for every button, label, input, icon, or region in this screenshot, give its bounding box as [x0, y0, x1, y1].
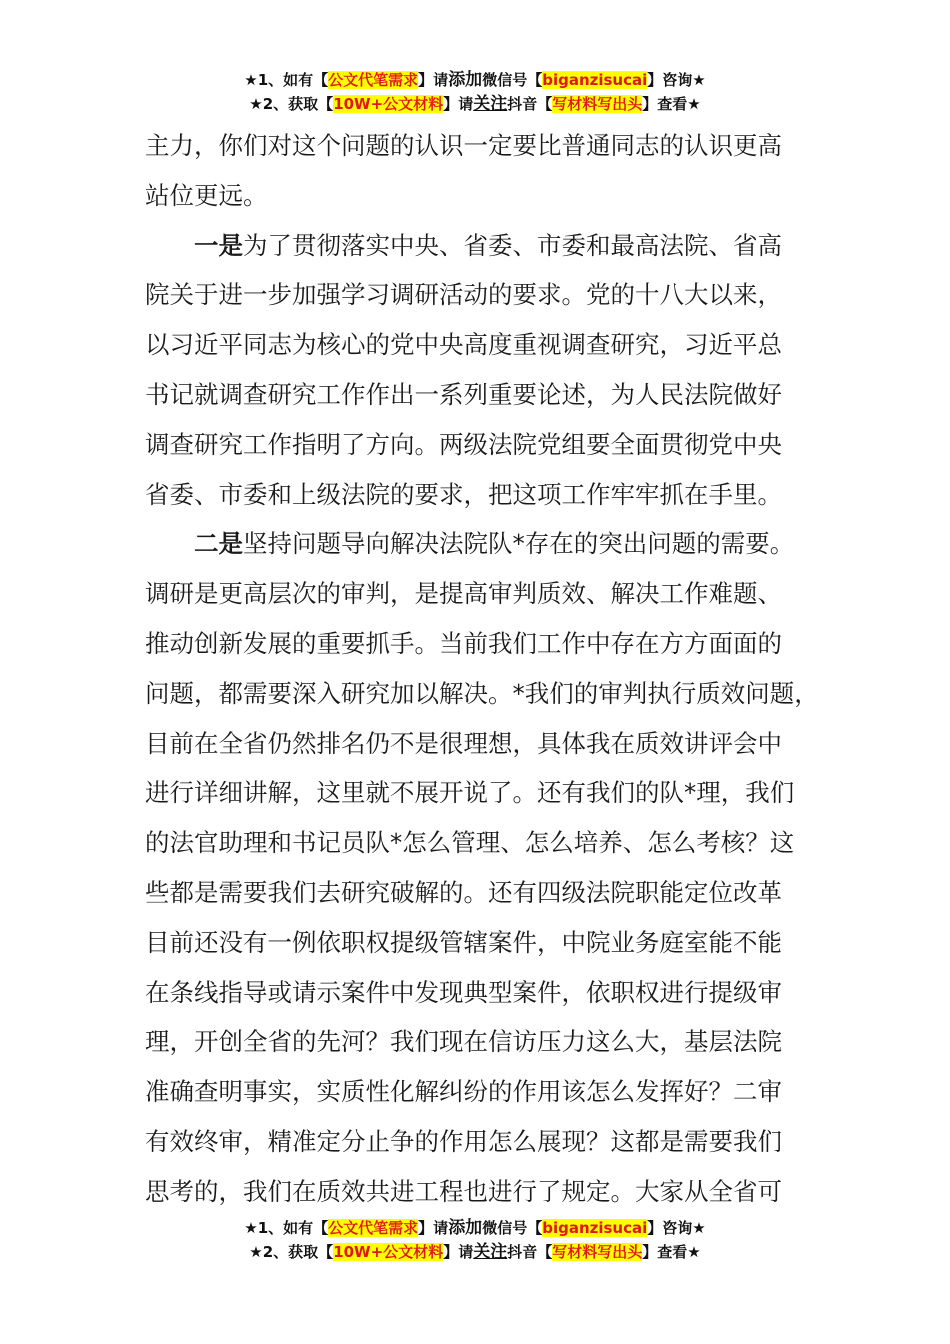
banner-line-1 [0, 68, 950, 92]
body-line: 以习近平同志为核心的党中央高度重视调查研究，习近平总 [145, 330, 782, 360]
banner-text: 】请 [418, 71, 449, 89]
banner-text: 】请 [418, 1219, 449, 1237]
body-line: 问题，都需要深入研究加以解决。*我们的审判执行质效问题， [145, 678, 819, 708]
banner-text: 微信号【 [482, 71, 543, 89]
banner-line-1 [0, 1216, 950, 1240]
body-line: 推动创新发展的重要抓手。当前我们工作中存在方方面面的 [145, 628, 782, 658]
banner-text: 】请 [443, 95, 474, 113]
highlight-wechat-id: biganzisucai [542, 1219, 648, 1237]
banner-emphasis: 添加 [448, 1218, 483, 1238]
banner-emphasis: 关注 [473, 94, 508, 114]
body-line: 省委、市委和上级法院的要求，把这项工作牢牢抓在手里。 [145, 479, 782, 509]
paragraph-1-first-line [145, 221, 835, 271]
highlight-wechat-id: biganzisucai [542, 71, 648, 89]
paragraph-lead: 一是 [194, 230, 243, 260]
paragraph-text: 坚持问题导向解决法院队*存在的突出问题的需要。 [243, 529, 795, 559]
body-line: 目前还没有一例依职权提级管辖案件，中院业务庭室能不能 [145, 927, 782, 957]
highlight-materials: 10W+公文材料 [333, 95, 444, 113]
body-line: 调研是更高层次的审判，是提高审判质效、解决工作难题、 [145, 579, 782, 609]
banner-text: 】咨询★ [647, 1219, 706, 1237]
body-line: 目前在全省仍然排名仍不是很理想，具体我在质效讲评会中 [145, 728, 782, 758]
highlight-douyin-id: 写材料写出头 [552, 1243, 643, 1261]
body-line: 的法官助理和书记员队*怎么管理、怎么培养、怎么考核？这 [145, 828, 795, 858]
document-body [145, 121, 835, 1217]
banner-text: ★1、如有【 [244, 1219, 329, 1237]
body-line: 些都是需要我们去研究破解的。还有四级法院职能定位改革 [145, 877, 782, 907]
highlight-service: 公文代笔需求 [328, 1219, 419, 1237]
body-line: 准确查明事实，实质性化解纠纷的作用该怎么发挥好？二审 [145, 1077, 782, 1107]
body-line: 在条线指导或请示案件中发现典型案件，依职权进行提级审 [145, 977, 782, 1007]
highlight-materials: 10W+公文材料 [333, 1243, 444, 1261]
banner-text: 】查看★ [642, 95, 701, 113]
highlight-service: 公文代笔需求 [328, 71, 419, 89]
paragraph-2-first-line [145, 519, 835, 569]
banner-text: 抖音【 [507, 95, 553, 113]
paragraph-lead: 二是 [194, 529, 243, 559]
banner-emphasis: 关注 [473, 1242, 508, 1262]
paragraph-text: 为了贯彻落实中央、省委、市委和最高法院、省高 [243, 230, 782, 260]
banner-text: 】请 [443, 1243, 474, 1261]
banner-text: 】查看★ [642, 1243, 701, 1261]
body-line: 有效终审，精准定分止争的作用怎么展现？这都是需要我们 [145, 1126, 782, 1156]
body-line: 书记就调查研究工作作出一系列重要论述，为人民法院做好 [145, 379, 782, 409]
banner-text: ★1、如有【 [244, 71, 329, 89]
banner-line-2 [0, 1240, 950, 1264]
banner-text: 】咨询★ [647, 71, 706, 89]
banner-text: 微信号【 [482, 1219, 543, 1237]
body-line: 理，开创全省的先河？我们现在信访压力这么大，基层法院 [145, 1027, 782, 1057]
body-line: 院关于进一步加强学习调研活动的要求。党的十八大以来， [145, 280, 782, 310]
banner-text: ★2、获取【 [249, 95, 334, 113]
body-line: 调查研究工作指明了方向。两级法院党组要全面贯彻党中央 [145, 429, 782, 459]
footer-banner [0, 1216, 950, 1264]
body-line: 进行详细讲解，这里就不展开说了。还有我们的队*理，我们 [145, 778, 795, 808]
banner-line-2 [0, 92, 950, 116]
banner-text: 抖音【 [507, 1243, 553, 1261]
banner-emphasis: 添加 [448, 70, 483, 90]
banner-text: ★2、获取【 [249, 1243, 334, 1261]
header-banner [0, 68, 950, 116]
highlight-douyin-id: 写材料写出头 [552, 95, 643, 113]
body-line: 主力，你们对这个问题的认识一定要比普通同志的认识更高 [145, 131, 782, 160]
body-line: 思考的，我们在质效共进工程也进行了规定。大家从全省可 [145, 1176, 782, 1206]
body-line: 站位更远。 [145, 180, 268, 210]
